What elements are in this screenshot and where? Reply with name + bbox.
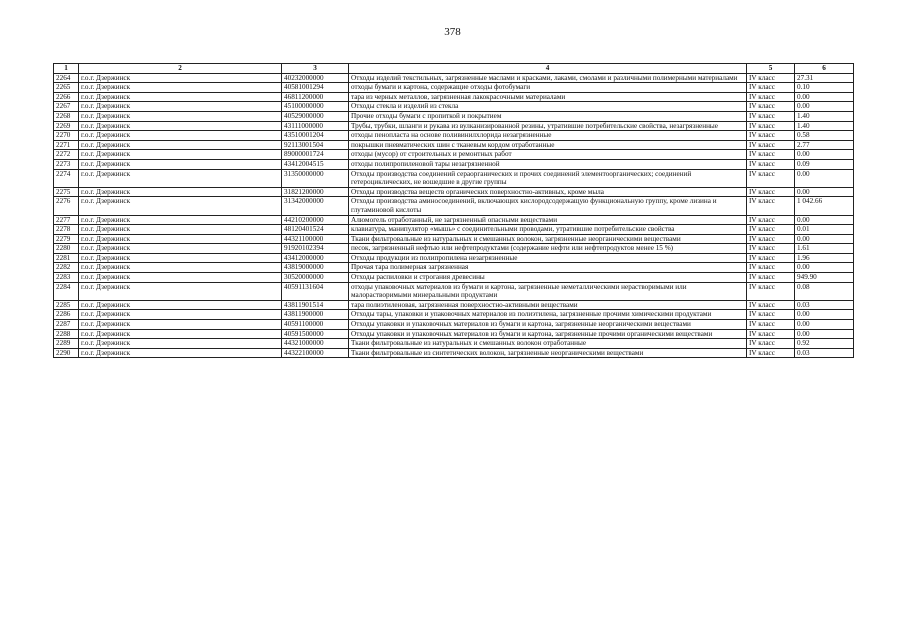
municipality-cell: г.о.г. Дзержинск [79, 140, 282, 150]
municipality-cell: г.о.г. Дзержинск [79, 197, 282, 215]
table-row [54, 121, 854, 131]
row-number-cell: 2266 [54, 92, 79, 102]
quantity-cell: 0.00 [795, 92, 854, 102]
column-header-2: 2 [79, 64, 282, 74]
quantity-cell: 0.00 [795, 329, 854, 339]
quantity-cell: 1 042.66 [795, 197, 854, 215]
hazard-class-cell: IV класс [747, 111, 795, 121]
waste-description-cell: Отходы упаковки и упаковочных материалов из бумаги и картона, загрязненные неорганическими веществами [349, 320, 747, 330]
table-row [54, 244, 854, 254]
waste-code-cell: 92113001504 [282, 140, 349, 150]
waste-description-cell: Ткани фильтровальные из синтетических волокон, загрязненные неорганическими веществами [349, 348, 747, 358]
quantity-cell: 0.00 [795, 187, 854, 197]
quantity-cell: 0.00 [795, 102, 854, 112]
row-number-cell: 2269 [54, 121, 79, 131]
waste-description-cell: отходы бумаги и картона, содержащие отходы фотобумаги [349, 83, 747, 93]
table-row [54, 215, 854, 225]
waste-description-cell: Трубы, трубки, шланги и рукава из вулканизированной резины, утратившие потребительские свойства, незагрязненные [349, 121, 747, 131]
waste-code-cell: 40529000000 [282, 111, 349, 121]
hazard-class-cell: IV класс [747, 159, 795, 169]
row-number-cell: 2274 [54, 169, 79, 187]
table-row [54, 159, 854, 169]
table-row [54, 83, 854, 93]
quantity-cell: 0.00 [795, 169, 854, 187]
hazard-class-cell: IV класс [747, 329, 795, 339]
waste-description-cell: Отходы изделий текстильных, загрязненные маслами и красками, лаками, смолами и различными полимерными материалами [349, 73, 747, 83]
waste-code-cell: 43811901514 [282, 300, 349, 310]
hazard-class-cell: IV класс [747, 197, 795, 215]
table-row [54, 140, 854, 150]
hazard-class-cell: IV класс [747, 310, 795, 320]
hazard-class-cell: IV класс [747, 263, 795, 273]
table-row [54, 187, 854, 197]
hazard-class-cell: IV класс [747, 300, 795, 310]
waste-description-cell: Отходы стекла и изделий из стекла [349, 102, 747, 112]
quantity-cell: 1.40 [795, 121, 854, 131]
waste-code-cell: 40591100000 [282, 320, 349, 330]
hazard-class-cell: IV класс [747, 169, 795, 187]
quantity-cell: 0.00 [795, 263, 854, 273]
hazard-class-cell: IV класс [747, 320, 795, 330]
municipality-cell: г.о.г. Дзержинск [79, 320, 282, 330]
row-number-cell: 2273 [54, 159, 79, 169]
table-row [54, 263, 854, 273]
table-row [54, 310, 854, 320]
quantity-cell: 0.03 [795, 300, 854, 310]
waste-description-cell: Отходы упаковки и упаковочных материалов из бумаги и картона, загрязненные прочими органическими веществами [349, 329, 747, 339]
waste-code-cell: 43412000000 [282, 253, 349, 263]
hazard-class-cell: IV класс [747, 282, 795, 300]
waste-code-cell: 48120401524 [282, 225, 349, 235]
table-body [54, 73, 854, 358]
quantity-cell: 0.08 [795, 282, 854, 300]
waste-code-cell: 31350000000 [282, 169, 349, 187]
quantity-cell: 1.96 [795, 253, 854, 263]
row-number-cell: 2272 [54, 150, 79, 160]
waste-code-cell: 43412004515 [282, 159, 349, 169]
quantity-cell: 0.00 [795, 310, 854, 320]
quantity-cell: 0.58 [795, 131, 854, 141]
waste-description-cell: песок, загрязненный нефтью или нефтепродуктами (содержание нефти или нефтепродуктов менее 15 %) [349, 244, 747, 254]
quantity-cell: 0.01 [795, 225, 854, 235]
waste-code-cell: 43811900000 [282, 310, 349, 320]
row-number-cell: 2271 [54, 140, 79, 150]
quantity-cell: 0.00 [795, 150, 854, 160]
hazard-class-cell: IV класс [747, 131, 795, 141]
row-number-cell: 2275 [54, 187, 79, 197]
row-number-cell: 2284 [54, 282, 79, 300]
hazard-class-cell: IV класс [747, 339, 795, 349]
row-number-cell: 2286 [54, 310, 79, 320]
municipality-cell: г.о.г. Дзержинск [79, 225, 282, 235]
table-row [54, 300, 854, 310]
municipality-cell: г.о.г. Дзержинск [79, 159, 282, 169]
table-row [54, 329, 854, 339]
waste-description-cell: тара полиэтиленовая, загрязненная поверхностно-активными веществами [349, 300, 747, 310]
municipality-cell: г.о.г. Дзержинск [79, 348, 282, 358]
column-header-1: 1 [54, 64, 79, 74]
municipality-cell: г.о.г. Дзержинск [79, 111, 282, 121]
municipality-cell: г.о.г. Дзержинск [79, 169, 282, 187]
quantity-cell: 0.00 [795, 215, 854, 225]
table-row [54, 273, 854, 283]
waste-description-cell: Ткани фильтровальные из натуральных и смешанных волокон отработанные [349, 339, 747, 349]
hazard-class-cell: IV класс [747, 273, 795, 283]
column-header-4: 4 [349, 64, 747, 74]
waste-code-cell: 44321000000 [282, 339, 349, 349]
municipality-cell: г.о.г. Дзержинск [79, 121, 282, 131]
municipality-cell: г.о.г. Дзержинск [79, 300, 282, 310]
hazard-class-cell: IV класс [747, 244, 795, 254]
hazard-class-cell: IV класс [747, 150, 795, 160]
row-number-cell: 2264 [54, 73, 79, 83]
table-row [54, 169, 854, 187]
waste-description-cell: отходы пенопласта на основе поливинилхлорида незагрязненные [349, 131, 747, 141]
row-number-cell: 2287 [54, 320, 79, 330]
row-number-cell: 2282 [54, 263, 79, 273]
waste-code-cell: 31821200000 [282, 187, 349, 197]
waste-description-cell: Отходы продукции из полипропилена незагрязненные [349, 253, 747, 263]
quantity-cell: 1.40 [795, 111, 854, 121]
waste-description-cell: Отходы производства соединений сераорганических и прочих соединений элементоорганических; соединений гетероциклических, не вошедшие в другие группы [349, 169, 747, 187]
municipality-cell: г.о.г. Дзержинск [79, 263, 282, 273]
waste-description-cell: Отходы распиловки и строгания древесины [349, 273, 747, 283]
table-row [54, 282, 854, 300]
hazard-class-cell: IV класс [747, 234, 795, 244]
quantity-cell: 1.61 [795, 244, 854, 254]
hazard-class-cell: IV класс [747, 215, 795, 225]
municipality-cell: г.о.г. Дзержинск [79, 92, 282, 102]
row-number-cell: 2279 [54, 234, 79, 244]
waste-description-cell: Отходы производства аминосоединений, включающих кислородсодержащую функциональную группу, кроме лизина и глутаминовой кислоты [349, 197, 747, 215]
waste-description-cell: клавиатура, манипулятор «мышь» с соединительными проводами, утратившие потребительские свойства [349, 225, 747, 235]
hazard-class-cell: IV класс [747, 102, 795, 112]
waste-code-cell: 89000001724 [282, 150, 349, 160]
waste-table [53, 63, 854, 358]
waste-code-cell: 44210200000 [282, 215, 349, 225]
hazard-class-cell: IV класс [747, 253, 795, 263]
municipality-cell: г.о.г. Дзержинск [79, 310, 282, 320]
waste-code-cell: 40591131604 [282, 282, 349, 300]
municipality-cell: г.о.г. Дзержинск [79, 150, 282, 160]
waste-description-cell: отходы упаковочных материалов из бумаги и картона, загрязненные неметаллическими нерастворимыми или малорастворимыми минеральными продуктами [349, 282, 747, 300]
header-row [54, 64, 854, 74]
row-number-cell: 2289 [54, 339, 79, 349]
table-row [54, 339, 854, 349]
waste-description-cell: покрышки пневматических шин с тканевым кордом отработанные [349, 140, 747, 150]
quantity-cell: 0.03 [795, 348, 854, 358]
hazard-class-cell: IV класс [747, 83, 795, 93]
municipality-cell: г.о.г. Дзержинск [79, 131, 282, 141]
waste-code-cell: 44322100000 [282, 348, 349, 358]
quantity-cell: 949.90 [795, 273, 854, 283]
municipality-cell: г.о.г. Дзержинск [79, 73, 282, 83]
quantity-cell: 0.10 [795, 83, 854, 93]
quantity-cell: 0.09 [795, 159, 854, 169]
waste-code-cell: 40232000000 [282, 73, 349, 83]
waste-description-cell: Прочая тара полимерная загрязненная [349, 263, 747, 273]
hazard-class-cell: IV класс [747, 121, 795, 131]
table-row [54, 197, 854, 215]
row-number-cell: 2288 [54, 329, 79, 339]
waste-code-cell: 40581001294 [282, 83, 349, 93]
waste-description-cell: тара из черных металлов, загрязненная лакокрасочными материалами [349, 92, 747, 102]
waste-code-cell: 46811200000 [282, 92, 349, 102]
waste-code-cell: 43510001204 [282, 131, 349, 141]
waste-code-cell: 91920102394 [282, 244, 349, 254]
waste-code-cell: 40591500000 [282, 329, 349, 339]
quantity-cell: 0.92 [795, 339, 854, 349]
row-number-cell: 2285 [54, 300, 79, 310]
table-row [54, 320, 854, 330]
municipality-cell: г.о.г. Дзержинск [79, 244, 282, 254]
row-number-cell: 2268 [54, 111, 79, 121]
waste-code-cell: 44321100000 [282, 234, 349, 244]
table-row [54, 225, 854, 235]
waste-description-cell: отходы (мусор) от строительных и ремонтных работ [349, 150, 747, 160]
waste-description-cell: Прочие отходы бумаги с пропиткой и покрытием [349, 111, 747, 121]
waste-code-cell: 30520000000 [282, 273, 349, 283]
table-row [54, 150, 854, 160]
row-number-cell: 2277 [54, 215, 79, 225]
table-row [54, 348, 854, 358]
table-row [54, 111, 854, 121]
quantity-cell: 0.00 [795, 320, 854, 330]
municipality-cell: г.о.г. Дзержинск [79, 83, 282, 93]
table-row [54, 102, 854, 112]
municipality-cell: г.о.г. Дзержинск [79, 253, 282, 263]
hazard-class-cell: IV класс [747, 225, 795, 235]
municipality-cell: г.о.г. Дзержинск [79, 215, 282, 225]
municipality-cell: г.о.г. Дзержинск [79, 234, 282, 244]
waste-code-cell: 43819000000 [282, 263, 349, 273]
waste-code-cell: 45100000000 [282, 102, 349, 112]
quantity-cell: 0.00 [795, 234, 854, 244]
hazard-class-cell: IV класс [747, 92, 795, 102]
table-row [54, 234, 854, 244]
hazard-class-cell: IV класс [747, 187, 795, 197]
row-number-cell: 2265 [54, 83, 79, 93]
row-number-cell: 2267 [54, 102, 79, 112]
municipality-cell: г.о.г. Дзержинск [79, 187, 282, 197]
hazard-class-cell: IV класс [747, 73, 795, 83]
row-number-cell: 2276 [54, 197, 79, 215]
row-number-cell: 2281 [54, 253, 79, 263]
row-number-cell: 2270 [54, 131, 79, 141]
waste-description-cell: отходы полипропиленовой тары незагрязненной [349, 159, 747, 169]
row-number-cell: 2290 [54, 348, 79, 358]
row-number-cell: 2283 [54, 273, 79, 283]
column-header-3: 3 [282, 64, 349, 74]
waste-description-cell: Отходы тары, упаковки и упаковочных материалов из полиэтилена, загрязненные прочими химическими продуктами [349, 310, 747, 320]
waste-description-cell: Алюмогель отработанный, не загрязненный опасными веществами [349, 215, 747, 225]
hazard-class-cell: IV класс [747, 348, 795, 358]
page-number: 378 [444, 26, 461, 38]
quantity-cell: 27.31 [795, 73, 854, 83]
table-row [54, 131, 854, 141]
row-number-cell: 2280 [54, 244, 79, 254]
table-row [54, 253, 854, 263]
municipality-cell: г.о.г. Дзержинск [79, 339, 282, 349]
municipality-cell: г.о.г. Дзержинск [79, 273, 282, 283]
municipality-cell: г.о.г. Дзержинск [79, 329, 282, 339]
waste-description-cell: Ткани фильтровальные из натуральных и смешанных волокон, загрязненные неорганическими веществами [349, 234, 747, 244]
waste-code-cell: 31342000000 [282, 197, 349, 215]
column-header-6: 6 [795, 64, 854, 74]
table-row [54, 73, 854, 83]
quantity-cell: 2.77 [795, 140, 854, 150]
row-number-cell: 2278 [54, 225, 79, 235]
municipality-cell: г.о.г. Дзержинск [79, 282, 282, 300]
column-header-5: 5 [747, 64, 795, 74]
hazard-class-cell: IV класс [747, 140, 795, 150]
table-row [54, 92, 854, 102]
municipality-cell: г.о.г. Дзержинск [79, 102, 282, 112]
waste-description-cell: Отходы производства веществ органических поверхностно-активных, кроме мыла [349, 187, 747, 197]
waste-code-cell: 43111000000 [282, 121, 349, 131]
